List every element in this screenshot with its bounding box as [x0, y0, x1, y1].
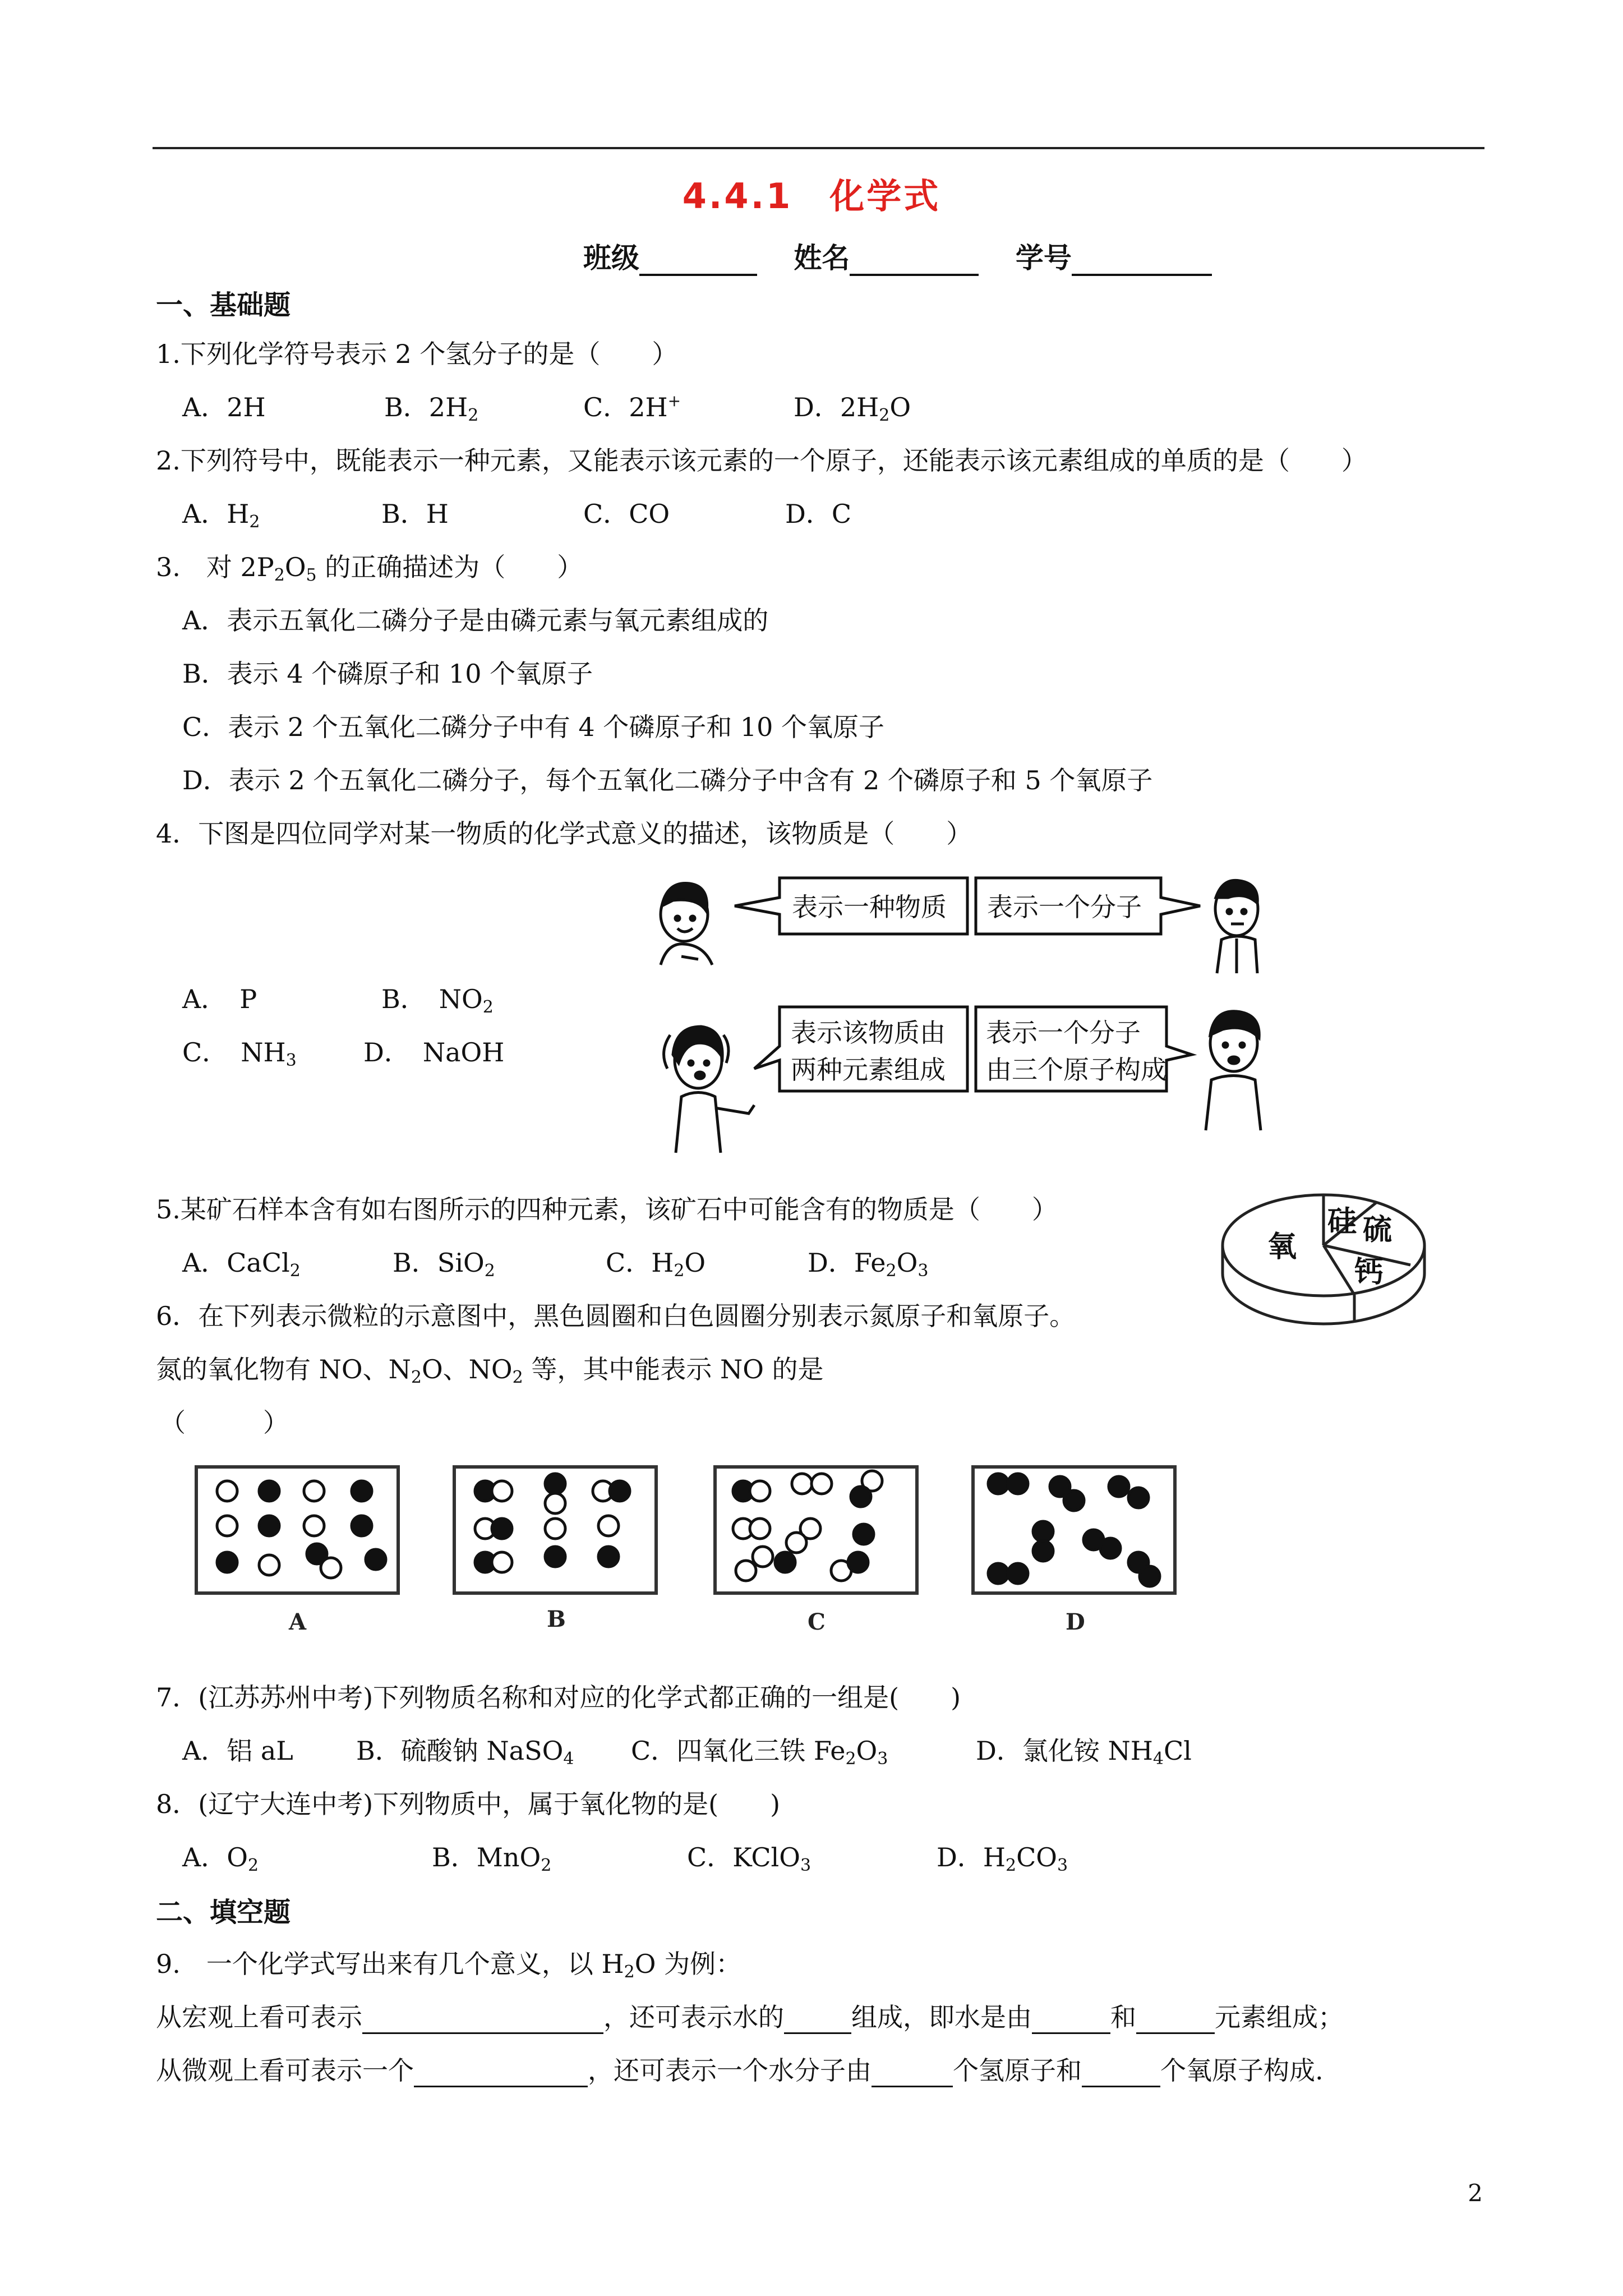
q3-option-d: D．表示 2 个五氧化二磷分子，每个五氧化二磷分子中含有 2 个磷原子和 5 个氧原子	[182, 765, 1153, 795]
bubble-1-text: 表示一种物质	[792, 892, 947, 922]
molecule-label-a: A	[289, 1609, 307, 1635]
id-label: 学号	[1015, 242, 1072, 274]
q4-option-c: C． $NH_3$	[182, 1037, 297, 1070]
question-6-line-1: 6．在下列表示微粒的示意图中，黑色圆圈和白色圆圈分别表示氮原子和氧原子。	[156, 1301, 1076, 1331]
q7-option-c: C．四氧化三铁 $Fe_2O_3$	[631, 1736, 888, 1769]
student-boy-2-icon	[1215, 880, 1258, 973]
section-fill-title: 二、填空题	[156, 1897, 291, 1928]
blank-element-1[interactable]	[1032, 2007, 1110, 2034]
page-number: 2	[1468, 2179, 1483, 2207]
q8-option-a: A．$O_2$	[182, 1842, 259, 1875]
blank-macro-meaning[interactable]	[362, 2007, 603, 2034]
student-girl-icon	[664, 1027, 754, 1153]
q1-option-b: B．$2H_2$	[384, 392, 479, 425]
q2-option-a: A．$H_2$	[182, 499, 260, 532]
student-boy-3-icon	[1206, 1011, 1261, 1130]
molecule-label-c: C	[808, 1609, 826, 1635]
question-6-line-2: 氮的氧化物有 NO、$N_2O$、$NO_2$ 等，其中能表示 NO 的是	[156, 1354, 824, 1387]
speech-bubble-4	[976, 1007, 1192, 1091]
question-9-line-3: 从微观上看可表示一个 ，还可表示一个水分子由 个氢原子和 个氧原子构成.	[156, 2050, 1324, 2087]
molecule-labels	[288, 1606, 1085, 1635]
question-1: 1.下列化学符号表示 2 个氢分子的是（ ）	[156, 339, 678, 369]
bubble-3-line-1: 表示该物质由	[791, 1018, 946, 1048]
q4-option-a: A． P	[182, 984, 257, 1014]
pie-label-calcium: 钙	[1354, 1255, 1384, 1289]
speech-bubble-2	[976, 878, 1200, 934]
student-boy-1-icon	[661, 884, 712, 965]
bubble-4-line-1: 表示一个分子	[986, 1018, 1141, 1048]
molecules-d	[988, 1474, 1160, 1586]
header-rule	[153, 147, 1484, 149]
q5-option-d: D．$Fe_2O_3$	[808, 1248, 929, 1281]
q2-option-b: B．H	[381, 499, 449, 529]
question-9-line-2: 从宏观上看可表示 ，还可表示水的 组成，即水是由 和 元素组成；	[156, 1997, 1344, 2034]
q6-molecule-figure	[191, 1458, 1189, 1644]
q7-option-a: A．铝 aL	[182, 1736, 293, 1766]
id-blank[interactable]	[1072, 247, 1212, 276]
q3-option-a: A．表示五氧化二磷分子是由磷元素与氧元素组成的	[182, 605, 769, 636]
blank-oxygen-count[interactable]	[1082, 2060, 1160, 2087]
q4-option-b: B． $NO_2$	[381, 984, 494, 1017]
molecule-label-b: B	[547, 1606, 566, 1632]
question-2: 2.下列符号中，既能表示一种元素，又能表示该元素的一个原子，还能表示该元素组成的单质的是（ ）	[156, 445, 1367, 476]
q3-option-b: B．表示 4 个磷原子和 10 个氧原子	[182, 659, 593, 689]
q7-option-d: D．氯化铵 $NH_4Cl$	[976, 1736, 1192, 1769]
bubble-3-line-2: 两种元素组成	[791, 1055, 946, 1085]
q2-option-c: C．CO	[583, 499, 670, 529]
blank-hydrogen-count[interactable]	[872, 2060, 953, 2087]
name-blank[interactable]	[850, 247, 979, 276]
q3-option-c: C．表示 2 个五氧化二磷分子中有 4 个磷原子和 10 个氧原子	[182, 712, 884, 742]
blank-element-2[interactable]	[1136, 2007, 1215, 2034]
q4-students-figure	[651, 867, 1279, 1158]
molecules-c	[733, 1471, 882, 1581]
q8-option-d: D．$H_2CO_3$	[937, 1842, 1068, 1875]
question-5: 5.某矿石样本含有如右图所示的四种元素，该矿石中可能含有的物质是（ ）	[156, 1194, 1058, 1225]
bubble-4-line-2: 由三个原子构成	[986, 1055, 1166, 1085]
question-8: 8．(辽宁大连中考)下列物质中，属于氧化物的是( )	[156, 1789, 781, 1819]
speech-bubble-3	[754, 1007, 967, 1091]
pie-label-sulfur: 硫	[1363, 1213, 1393, 1247]
question-3: 3. 对 $2P_2O_5$ 的正确描述为（ ）	[156, 552, 583, 585]
q1-option-c: C．2H+	[583, 392, 681, 422]
q2-option-d: D．C	[785, 499, 852, 529]
q5-option-a: A．CaCl$_2$	[182, 1248, 301, 1281]
pie-label-oxygen: 氧	[1267, 1230, 1297, 1264]
molecules-b	[475, 1474, 630, 1572]
q4-option-d: D． NaOH	[363, 1037, 505, 1068]
question-9-line-1: 9. 一个化学式写出来有几个意义，以 $H_2O$ 为例：	[156, 1949, 742, 1982]
q5-pie-figure	[1211, 1181, 1436, 1338]
pie-label-silicon: 硅	[1327, 1205, 1357, 1239]
speech-bubble-1	[735, 878, 967, 934]
section-basic-title: 一、基础题	[156, 289, 291, 321]
question-7: 7．(江苏苏州中考)下列物质名称和对应的化学式都正确的一组是( )	[156, 1682, 961, 1713]
question-6-line-3: （ ）	[160, 1407, 289, 1438]
molecules-a	[217, 1481, 386, 1578]
bubble-2-text: 表示一个分子	[987, 892, 1142, 922]
page-title: 4.4.1 化学式	[682, 176, 941, 217]
class-label: 班级	[583, 242, 639, 274]
q7-option-b: B．硫酸钠 NaSO$_4$	[356, 1736, 574, 1769]
q5-option-c: C．$H_2O$	[606, 1248, 706, 1281]
blank-micro-meaning[interactable]	[414, 2060, 588, 2087]
student-info-line	[583, 236, 1212, 276]
q1-option-d: D．$2H_2O$	[794, 392, 911, 425]
q1-option-a: A．2H	[182, 392, 266, 422]
blank-water-composition[interactable]	[784, 2007, 851, 2034]
q8-option-c: C．KClO$_3$	[687, 1842, 811, 1875]
molecule-label-d: D	[1066, 1609, 1085, 1635]
q5-option-b: B．SiO$_2$	[393, 1248, 495, 1281]
question-4: 4．下图是四位同学对某一物质的化学式意义的描述，该物质是（ ）	[156, 818, 972, 849]
class-blank[interactable]	[639, 247, 757, 276]
q8-option-b: B．MnO$_2$	[432, 1842, 552, 1875]
name-label: 姓名	[794, 242, 850, 274]
